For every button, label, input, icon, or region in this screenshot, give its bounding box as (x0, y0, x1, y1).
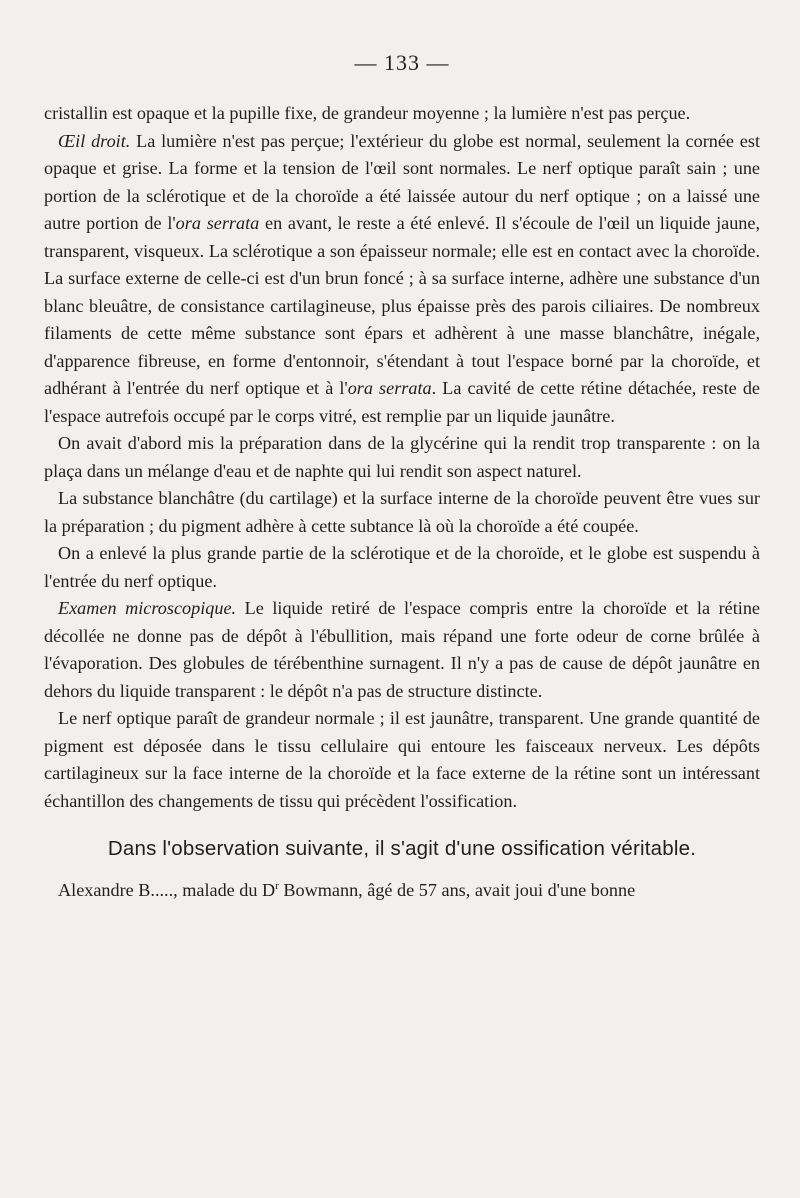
italic-text: Œil droit. (58, 130, 131, 151)
paragraph (44, 128, 760, 431)
italic-text: ora serrata (347, 378, 432, 398)
text-segment: Le liquide retiré de l'espace compris entre la choroïde et la rétine décollée ne donne pas de dépôt à l'ébullition, mais répand une forte odeur de corne brûlée à l'évaporation. Des globules de térébenthine surnagent. Il n'y a pas de cause de dépôt jaunâtre en dehors du liquide transparent : le dépôt n'a pas de structure distincte. (44, 598, 760, 701)
text-segment: On avait d'abord mis la préparation dans de la glycérine qui la rendit trop transparente : on la plaça dans un mélange d'eau et de naphte qui lui rendit son aspect naturel. (44, 433, 760, 481)
body-text (44, 100, 760, 815)
paragraph (44, 705, 760, 815)
page-number: — 133 — (354, 50, 450, 75)
paragraph (44, 100, 760, 128)
text-segment: Le nerf optique paraît de grandeur normale ; il est jaunâtre, transparent. Une grande quantité de pigment est déposée dans le tissu cellulaire qui entoure les faisceaux nerveux. Les dépôts cartilagineux sur la face interne de la choroïde et la face externe de la rétine sont un intéressant échantillon des changements de tissu qui précèdent l'ossification. (44, 708, 760, 811)
text-segment: en avant, le reste a été enlevé. Il s'écoule de l'œil un liquide jaune, transparent, visqueux. La sclérotique a son épaisseur normale; elle est en contact avec la choroïde. La surface externe de celle-ci est d'un brun foncé ; à sa surface interne, adhère une substance d'un blanc bleuâtre, de consistance cartilagineuse, plus épaisse près des parois ciliaires. De nombreux filaments de cette même substance sont épars et adhèrent à une masse blanchâtre, inégale, d'apparence fibreuse, en forme d'entonnoir, s'étendant à tout l'espace borné par la choroïde, et adhérant à l'entrée du nerf optique et à l' (44, 213, 761, 398)
italic-text: Examen microscopique. (58, 598, 237, 618)
paragraph (44, 430, 760, 485)
italic-text: ora serrata (175, 213, 260, 233)
paragraph (44, 485, 760, 540)
case-intro-text-cont: Bowmann, âgé de 57 ans, avait joui d'une bonne (278, 880, 636, 900)
text-segment: La substance blanchâtre (du cartilage) et la surface interne de la choroïde peuvent être vues sur la préparation ; du pigment adhère à cette subtance là où la choroïde a été coupée. (44, 488, 760, 536)
document-page (44, 52, 760, 905)
paragraph (44, 595, 760, 705)
text-segment: La lumière n'est pas perçue; l'extérieur du globe est normal, seulement la cornée est opaque et grise. La forme et la tension de l'œil sont normales. Le nerf optique paraît sain ; une portion de la sclérotique et de la choroïde a été laissée autour du nerf optique ; on a laissé une autre portion de l' (44, 130, 761, 233)
case-intro-text: Alexandre B....., malade du D (58, 880, 276, 900)
doctor-abbrev-sup: r (275, 879, 279, 892)
text-segment: . La cavité de cette rétine détachée, reste de l'espace autrefois occupé par le corps vitré, est remplie par un liquide jaunâtre. (44, 378, 761, 426)
paragraph (44, 540, 760, 595)
text-segment: cristallin est opaque et la pupille fixe, de grandeur moyenne ; la lumière n'est pas perçue. (44, 103, 691, 123)
section-heading: Dans l'observation suivante, il s'agit d'une ossification véritable. (107, 837, 697, 860)
case-intro-line (44, 877, 760, 905)
text-segment: On a enlevé la plus grande partie de la sclérotique et de la choroïde, et le globe est suspendu à l'entrée du nerf optique. (44, 543, 760, 591)
